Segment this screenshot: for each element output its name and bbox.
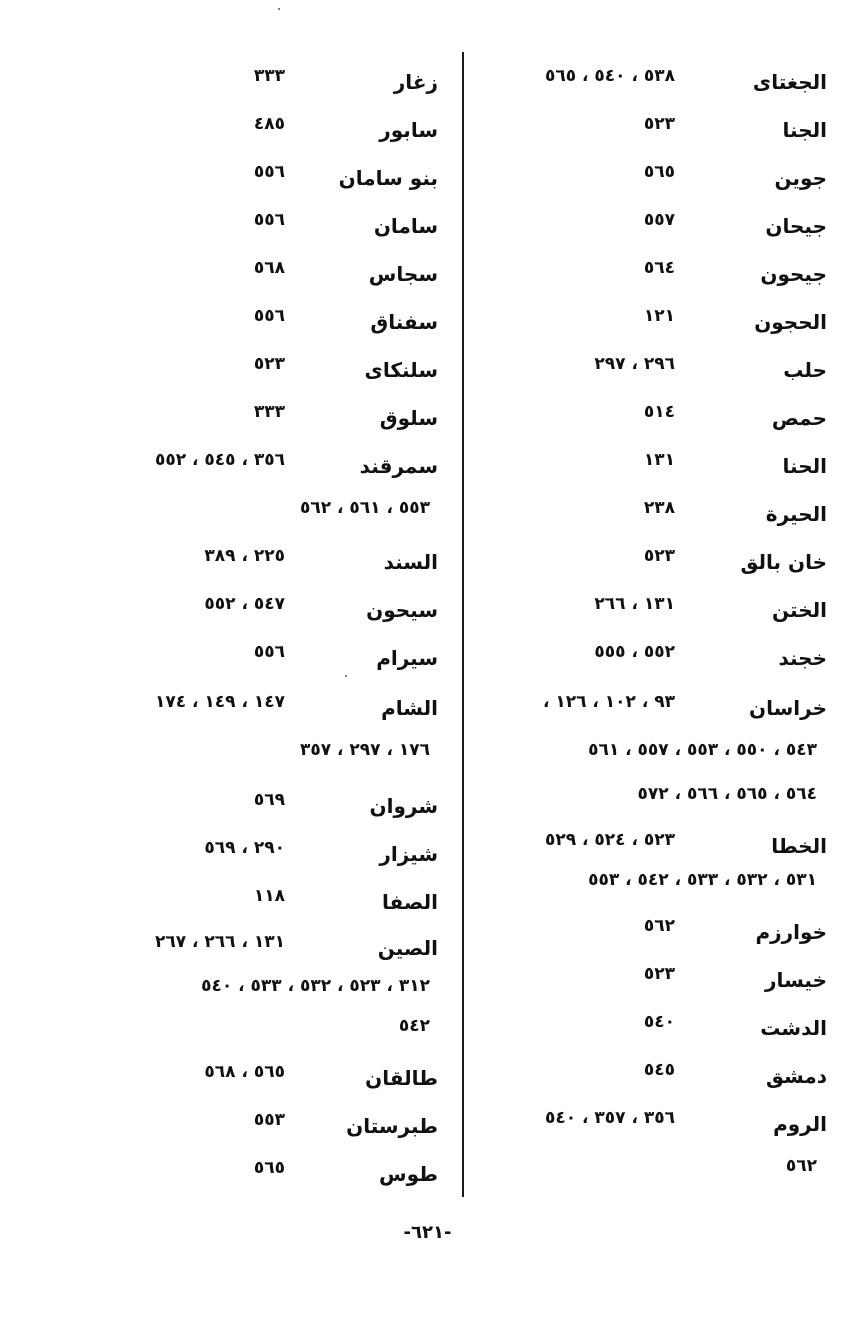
place-name: طالقان	[365, 1066, 438, 1090]
page-references: ٣١٢ ، ٥٢٣ ، ٥٣٢ ، ٥٣٣ ، ٥٤٠	[201, 976, 430, 996]
place-name: الحنا	[782, 454, 827, 478]
page-references: ٥٦٥	[643, 162, 675, 182]
page-references: ٥٢٣	[643, 114, 675, 134]
index-entry	[0, 884, 470, 924]
index-entry	[470, 400, 855, 440]
index-entry	[0, 1060, 470, 1100]
page-references: ٥٥٣	[253, 1110, 285, 1130]
index-entry	[0, 690, 470, 730]
index-entry	[470, 1058, 855, 1098]
place-name: دمشق	[765, 1064, 827, 1088]
scan-speck	[345, 675, 347, 677]
place-name: السند	[383, 550, 438, 574]
page-references: ٥٦٥ ، ٥٦٨	[204, 1062, 285, 1082]
index-entry	[470, 738, 855, 778]
index-entry	[470, 160, 855, 200]
index-entry	[470, 64, 855, 104]
index-entry	[0, 112, 470, 152]
index-entry	[0, 544, 470, 584]
index-entry	[470, 112, 855, 152]
place-name: طبرستان	[346, 1114, 438, 1138]
index-entry	[470, 1106, 855, 1146]
index-entry	[0, 400, 470, 440]
page-references: ٣٣٣	[253, 402, 285, 422]
index-entry	[470, 828, 855, 868]
place-name: حلب	[783, 358, 827, 382]
index-entry	[470, 962, 855, 1002]
page-references: ٥١٤	[643, 402, 675, 422]
page-references: ١٧٦ ، ٢٩٧ ، ٣٥٧	[299, 740, 430, 760]
page-references: ٥٢٣	[643, 964, 675, 984]
index-entry	[470, 640, 855, 680]
page-references: ٥٤٠	[643, 1012, 675, 1032]
place-name: سامان	[373, 214, 438, 238]
place-name: الختن	[772, 598, 827, 622]
index-entry	[470, 208, 855, 248]
place-name: الشام	[381, 696, 438, 720]
index-entry	[470, 1010, 855, 1050]
index-entry	[0, 592, 470, 632]
place-name: سيرام	[376, 646, 438, 670]
page-references: ١٣١	[643, 450, 675, 470]
place-name: سلوق	[379, 406, 438, 430]
place-name: الجغتاى	[752, 70, 827, 94]
page-references: ٥٥٦	[253, 642, 285, 662]
index-entry	[470, 1154, 855, 1194]
place-name: سابور	[379, 118, 438, 142]
page-references: ٥٦٩	[253, 790, 285, 810]
page-references: ١٣١ ، ٢٦٦ ، ٢٦٧	[154, 932, 285, 952]
page-references: ٣٥٦ ، ٣٥٧ ، ٥٤٠	[544, 1108, 675, 1128]
place-name: بنو سامان	[338, 166, 438, 190]
place-name: طوس	[379, 1162, 438, 1186]
page-references: ٥٥٣ ، ٥٦١ ، ٥٦٢	[299, 498, 430, 518]
index-entry	[470, 448, 855, 488]
index-entry	[0, 160, 470, 200]
index-entry	[0, 1014, 470, 1054]
place-name: سفناق	[370, 310, 438, 334]
page-references: ٥٣١ ، ٥٣٢ ، ٥٣٣ ، ٥٤٢ ، ٥٥٣	[588, 870, 817, 890]
index-entry	[470, 544, 855, 584]
place-name: زغار	[393, 70, 438, 94]
page-references: ٥٤٣ ، ٥٥٠ ، ٥٥٣ ، ٥٥٧ ، ٥٦١	[588, 740, 817, 760]
index-entry	[470, 496, 855, 536]
index-entry	[0, 1108, 470, 1148]
page-references: ٢٢٥ ، ٣٨٩	[204, 546, 285, 566]
page-references: ٥٣٨ ، ٥٤٠ ، ٥٦٥	[544, 66, 675, 86]
index-entry	[470, 352, 855, 392]
scan-speck	[278, 8, 280, 10]
page-references: ٥٦٤	[643, 258, 675, 278]
index-entry	[470, 868, 855, 908]
place-name: خان بالق	[740, 550, 827, 574]
index-entry	[470, 782, 855, 822]
page-references: ٥٦٢	[643, 916, 675, 936]
place-name: شيزار	[379, 842, 438, 866]
place-name: جيحون	[760, 262, 827, 286]
page-references: ٥٢٣ ، ٥٢٤ ، ٥٢٩	[544, 830, 675, 850]
page-references: ٥٥٦	[253, 210, 285, 230]
place-name: سيحون	[366, 598, 438, 622]
place-name: الحجون	[754, 310, 827, 334]
place-name: خجند	[778, 646, 827, 670]
place-name: سلنكاى	[364, 358, 438, 382]
place-name: الصفا	[382, 890, 438, 914]
index-entry	[0, 208, 470, 248]
page-references: ١٣١ ، ٢٦٦	[594, 594, 675, 614]
index-entry	[0, 836, 470, 876]
place-name: الحيرة	[765, 502, 827, 526]
place-name: خيسار	[765, 968, 827, 992]
index-entry	[0, 974, 470, 1014]
page-references: ٩٣ ، ١٠٢ ، ١٢٦ ،	[542, 692, 675, 712]
page-references: ٣٥٦ ، ٥٤٥ ، ٥٥٢	[154, 450, 285, 470]
page-number: -٦٢١-	[403, 1222, 452, 1243]
index-entry	[0, 1156, 470, 1196]
page-references: ١١٨	[253, 886, 285, 906]
page-references: ٥٤٢	[398, 1016, 430, 1036]
page-references: ١٢١	[643, 306, 675, 326]
index-entry	[0, 352, 470, 392]
place-name: شروان	[369, 794, 438, 818]
place-name: سجاس	[368, 262, 438, 286]
page-references: ٢٩٦ ، ٢٩٧	[594, 354, 675, 374]
index-entry	[0, 930, 470, 970]
index-entry	[0, 448, 470, 488]
page-references: ٥٥٧	[643, 210, 675, 230]
place-name: خوارزم	[755, 920, 827, 944]
place-name: الروم	[773, 1112, 827, 1136]
page-references: ٥٥٢ ، ٥٥٥	[594, 642, 675, 662]
page-references: ٥٥٦	[253, 162, 285, 182]
index-entry	[0, 738, 470, 778]
index-entry	[470, 256, 855, 296]
index-entry	[0, 496, 470, 536]
place-name: الدشت	[760, 1016, 827, 1040]
index-entry	[0, 640, 470, 680]
page-references: ٥٦٤ ، ٥٦٥ ، ٥٦٦ ، ٥٧٢	[637, 784, 817, 804]
page-references: ٥٢٣	[253, 354, 285, 374]
page-references: ٢٣٨	[643, 498, 675, 518]
page-references: ٥٤٧ ، ٥٥٢	[204, 594, 285, 614]
page-references: ٣٣٣	[253, 66, 285, 86]
place-name: الصين	[377, 936, 438, 960]
page-references: ٥٦٥	[253, 1158, 285, 1178]
index-entry	[0, 256, 470, 296]
place-name: سمرقند	[359, 454, 438, 478]
page-references: ٥٤٥	[643, 1060, 675, 1080]
index-entry	[0, 64, 470, 104]
place-name: حمص	[771, 406, 827, 430]
page-references: ٥٦٢	[785, 1156, 817, 1176]
page-references: ٥٢٣	[643, 546, 675, 566]
index-entry	[0, 304, 470, 344]
page-references: ١٤٧ ، ١٤٩ ، ١٧٤	[154, 692, 285, 712]
place-name: الجنا	[782, 118, 827, 142]
place-name: جيحان	[765, 214, 827, 238]
page-references: ٥٥٦	[253, 306, 285, 326]
place-name: جوين	[774, 166, 827, 190]
place-name: الخطا	[771, 834, 827, 858]
index-entry	[470, 304, 855, 344]
index-entry	[470, 690, 855, 730]
index-entry	[470, 914, 855, 954]
index-entry	[0, 788, 470, 828]
page-references: ٥٦٨	[253, 258, 285, 278]
page-references: ٤٨٥	[253, 114, 285, 134]
page-references: ٢٩٠ ، ٥٦٩	[204, 838, 285, 858]
place-name: خراسان	[749, 696, 827, 720]
index-entry	[470, 592, 855, 632]
